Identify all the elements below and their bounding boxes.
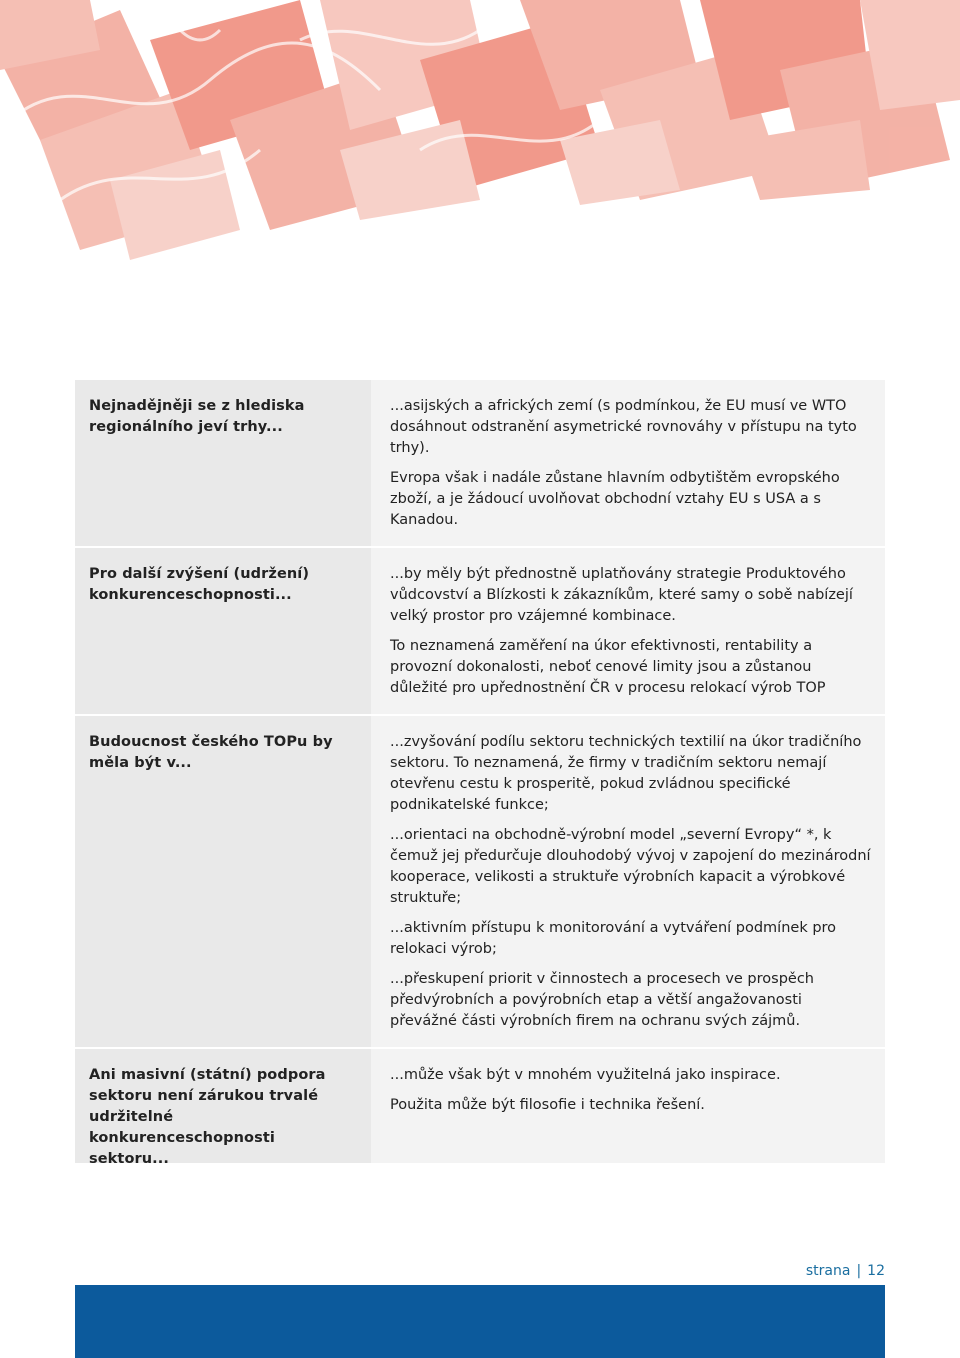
paragraph: To neznamená zaměření na úkor efektivnosti, rentability a provozní dokonalosti, neboť cenové limity jsou a zůstanou důležité pro upřednostnění ČR v procesu relokací výrob TOP — [390, 638, 826, 696]
paragraph: Použita může být filosofie i technika řešení. — [390, 1097, 705, 1113]
row-content — [371, 380, 885, 546]
row-content — [371, 1049, 885, 1163]
paragraph: ...by měly být přednostně uplatňovány strategie Produktového vůdcovství a Blízkosti k zákazníkům, které samy o sobě nabízejí velký prostor pro vzájemné kombinace. — [390, 566, 853, 624]
row-content — [371, 548, 885, 714]
table-row — [75, 1049, 885, 1165]
footer-bar — [75, 1285, 885, 1358]
decorative-banner — [0, 0, 960, 270]
row-heading: Pro další zvýšení (udržení) konkurenceschopnosti... — [75, 548, 371, 714]
content-table — [75, 380, 885, 1165]
page-number-value: 12 — [867, 1263, 885, 1279]
paragraph: ...aktivním přístupu k monitorování a vytváření podmínek pro relokaci výrob; — [390, 920, 837, 957]
table-row — [75, 380, 885, 548]
row-heading: Nejnadějněji se z hlediska regionálního jeví trhy... — [75, 380, 371, 546]
paragraph: ...orientaci na obchodně-výrobní model „severní Evropy“ *, k čemuž jej předurčuje dlouhodobý vývoj v zapojení do mezinárodní kooperace, velikosti a struktuře výrobních kapacit a výrobkové struktuře; — [390, 827, 871, 906]
paragraph: Evropa však i nadále zůstane hlavním odbytištěm evropského zboží, a je žádoucí uvolňovat obchodní vztahy EU s USA a s Kanadou. — [390, 470, 840, 528]
paragraph: ...asijských a afrických zemí (s podmínkou, že EU musí ve WTO dosáhnout odstranění asymetrické rovnováhy v přístupu na tyto trhy). — [390, 398, 857, 456]
table-row — [75, 716, 885, 1049]
paragraph: ...zvyšování podílu sektoru technických textilií na úkor tradičního sektoru. To neznamená, že firmy v tradičním sektoru nemají otevřenu cestu k prosperitě, pokud zvládnou specifické podnikatelské funkce; — [390, 734, 862, 813]
paragraph: ...může však být v mnohém využitelná jako inspirace. — [390, 1067, 781, 1083]
row-heading: Budoucnost českého TOPu by měla být v... — [75, 716, 371, 1047]
row-heading: Ani masivní (státní) podpora sektoru není zárukou trvalé udržitelné konkurenceschopnosti sektoru... — [75, 1049, 371, 1163]
paragraph: ...přeskupení priorit v činnostech a procesech ve prospěch předvýrobních a povýrobních etap a větší angažovanosti převážné části výrobních firem na ochranu svých zájmů. — [390, 971, 814, 1029]
page-separator: | — [856, 1263, 862, 1279]
page-number — [806, 1263, 885, 1279]
row-content — [371, 716, 885, 1047]
table-row — [75, 548, 885, 716]
page-label: strana — [805, 1263, 851, 1279]
